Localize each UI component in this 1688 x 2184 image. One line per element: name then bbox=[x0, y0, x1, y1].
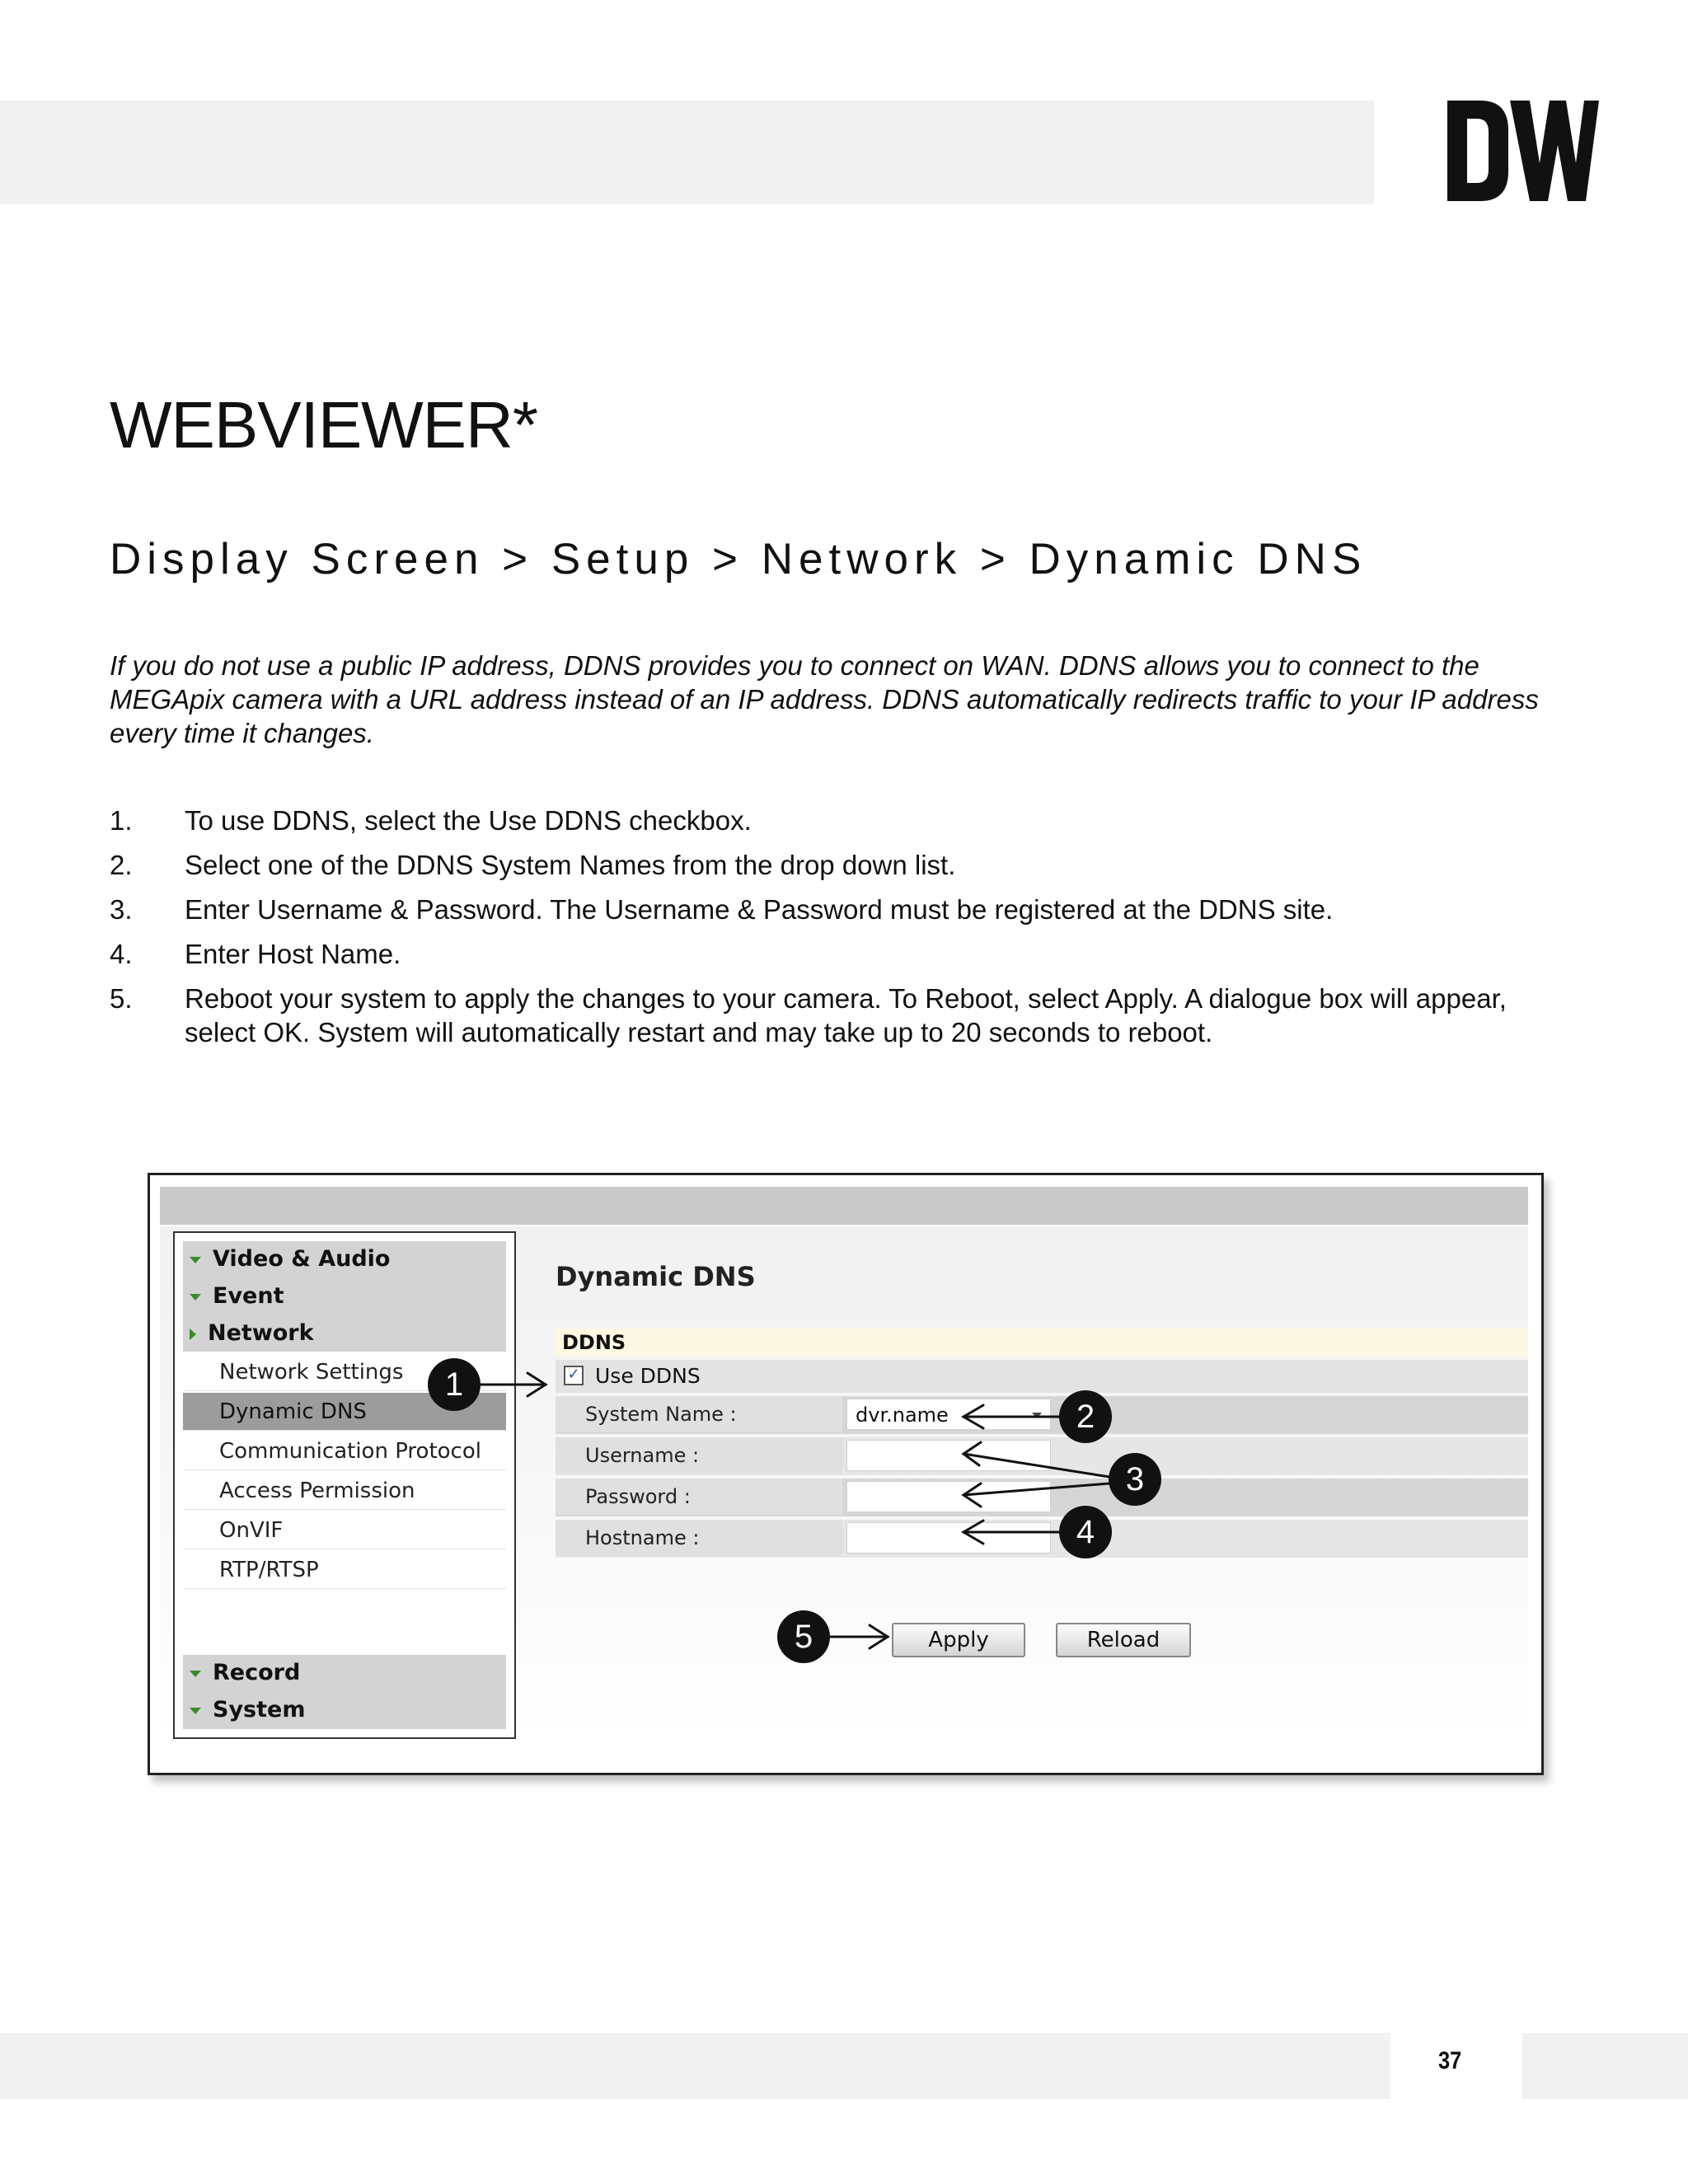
setup-sidebar bbox=[173, 1231, 516, 1739]
callout-5: 5 bbox=[777, 1610, 830, 1663]
step-text: Enter Host Name. bbox=[185, 939, 401, 969]
panel-title: Dynamic DNS bbox=[556, 1261, 756, 1292]
reload-button[interactable]: Reload bbox=[1056, 1623, 1191, 1657]
step-number: 4. bbox=[110, 939, 133, 969]
password-label: Password : bbox=[556, 1479, 842, 1515]
sidebar-item-onvif[interactable]: OnVIF bbox=[183, 1511, 506, 1549]
hostname-label: Hostname : bbox=[556, 1520, 842, 1556]
use-ddns-checkbox[interactable]: ✓ bbox=[564, 1366, 584, 1385]
step-number: 5. bbox=[110, 983, 133, 1014]
step-item bbox=[110, 937, 1577, 971]
expand-down-icon bbox=[190, 1671, 201, 1677]
callout-3: 3 bbox=[1109, 1453, 1161, 1506]
sidebar-item-rtp-rtsp[interactable]: RTP/RTSP bbox=[183, 1551, 506, 1589]
step-item bbox=[110, 893, 1577, 926]
breadcrumb-subtitle: Display Screen > Setup > Network > Dynamic DNS bbox=[110, 535, 1367, 583]
hostname-row bbox=[556, 1520, 1528, 1558]
step-item bbox=[110, 804, 1577, 837]
dropdown-arrow-icon bbox=[1032, 1413, 1042, 1418]
sidebar-category-network[interactable]: Network bbox=[190, 1320, 314, 1346]
sidebar-category-system[interactable]: System bbox=[190, 1697, 305, 1722]
password-input[interactable] bbox=[846, 1481, 1051, 1512]
steps-list bbox=[110, 804, 1577, 1060]
screenshot-top-bar bbox=[160, 1187, 1528, 1225]
system-name-row bbox=[556, 1396, 1528, 1434]
step-number: 1. bbox=[110, 805, 133, 836]
sidebar-category-video-audio[interactable]: Video & Audio bbox=[190, 1246, 390, 1272]
webviewer-screenshot bbox=[148, 1173, 1544, 1775]
use-ddns-row bbox=[556, 1360, 1528, 1393]
apply-button[interactable]: Apply bbox=[892, 1623, 1025, 1657]
username-input[interactable] bbox=[846, 1440, 1051, 1471]
password-row bbox=[556, 1479, 1528, 1516]
footer-band-right bbox=[1522, 2033, 1688, 2099]
step-number: 2. bbox=[110, 850, 133, 880]
step-text: Enter Username & Password. The Username & Password must be registered at the DDNS site. bbox=[185, 894, 1334, 925]
username-label: Username : bbox=[556, 1437, 842, 1474]
ddns-section-header: DDNS bbox=[556, 1329, 1528, 1357]
system-name-select[interactable]: dvr.name bbox=[846, 1399, 1051, 1430]
step-text: Reboot your system to apply the changes to your camera. To Reboot, select Apply. A dialogue box will appear, select OK. System will automatically restart and may take up to 20 seconds to reboot. bbox=[185, 983, 1507, 1047]
step-item bbox=[110, 848, 1577, 882]
sidebar-item-communication-protocol[interactable]: Communication Protocol bbox=[183, 1432, 506, 1470]
page-number: 37 bbox=[1438, 2047, 1462, 2074]
header-band bbox=[0, 101, 1374, 204]
sidebar-category-record[interactable]: Record bbox=[190, 1660, 300, 1685]
page-title: WEBVIEWER* bbox=[110, 388, 537, 462]
step-item bbox=[110, 982, 1577, 1049]
callout-1: 1 bbox=[428, 1358, 481, 1411]
sidebar-bottom-group bbox=[183, 1655, 506, 1729]
sidebar-category-event[interactable]: Event bbox=[190, 1283, 284, 1309]
hostname-input[interactable] bbox=[846, 1522, 1051, 1554]
use-ddns-label: Use DDNS bbox=[595, 1364, 701, 1388]
sidebar-top-group bbox=[183, 1241, 506, 1352]
callout-4: 4 bbox=[1059, 1506, 1112, 1558]
expand-down-icon bbox=[190, 1294, 201, 1301]
system-name-label: System Name : bbox=[556, 1396, 842, 1432]
step-text: Select one of the DDNS System Names from the drop down list. bbox=[185, 850, 956, 880]
intro-paragraph: If you do not use a public IP address, DDNS provides you to connect on WAN. DDNS allows you to connect to the MEGApix camera with a URL address instead of an IP address. DDNS automatically redirects traffic to your IP address every time it changes. bbox=[110, 650, 1539, 748]
expand-down-icon bbox=[190, 1708, 201, 1714]
sidebar-item-access-permission[interactable]: Access Permission bbox=[183, 1472, 506, 1510]
sidebar-item-network-settings[interactable]: Network Settings bbox=[183, 1353, 506, 1391]
expand-down-icon bbox=[190, 1257, 201, 1263]
callout-2: 2 bbox=[1059, 1390, 1112, 1443]
step-text: To use DDNS, select the Use DDNS checkbox. bbox=[185, 805, 752, 836]
sidebar-item-dynamic-dns[interactable]: Dynamic DNS bbox=[183, 1393, 506, 1431]
footer-band-left bbox=[0, 2033, 1390, 2099]
expand-right-icon bbox=[190, 1329, 196, 1340]
dw-logo bbox=[1444, 97, 1601, 204]
username-row bbox=[556, 1437, 1528, 1475]
step-number: 3. bbox=[110, 894, 133, 925]
